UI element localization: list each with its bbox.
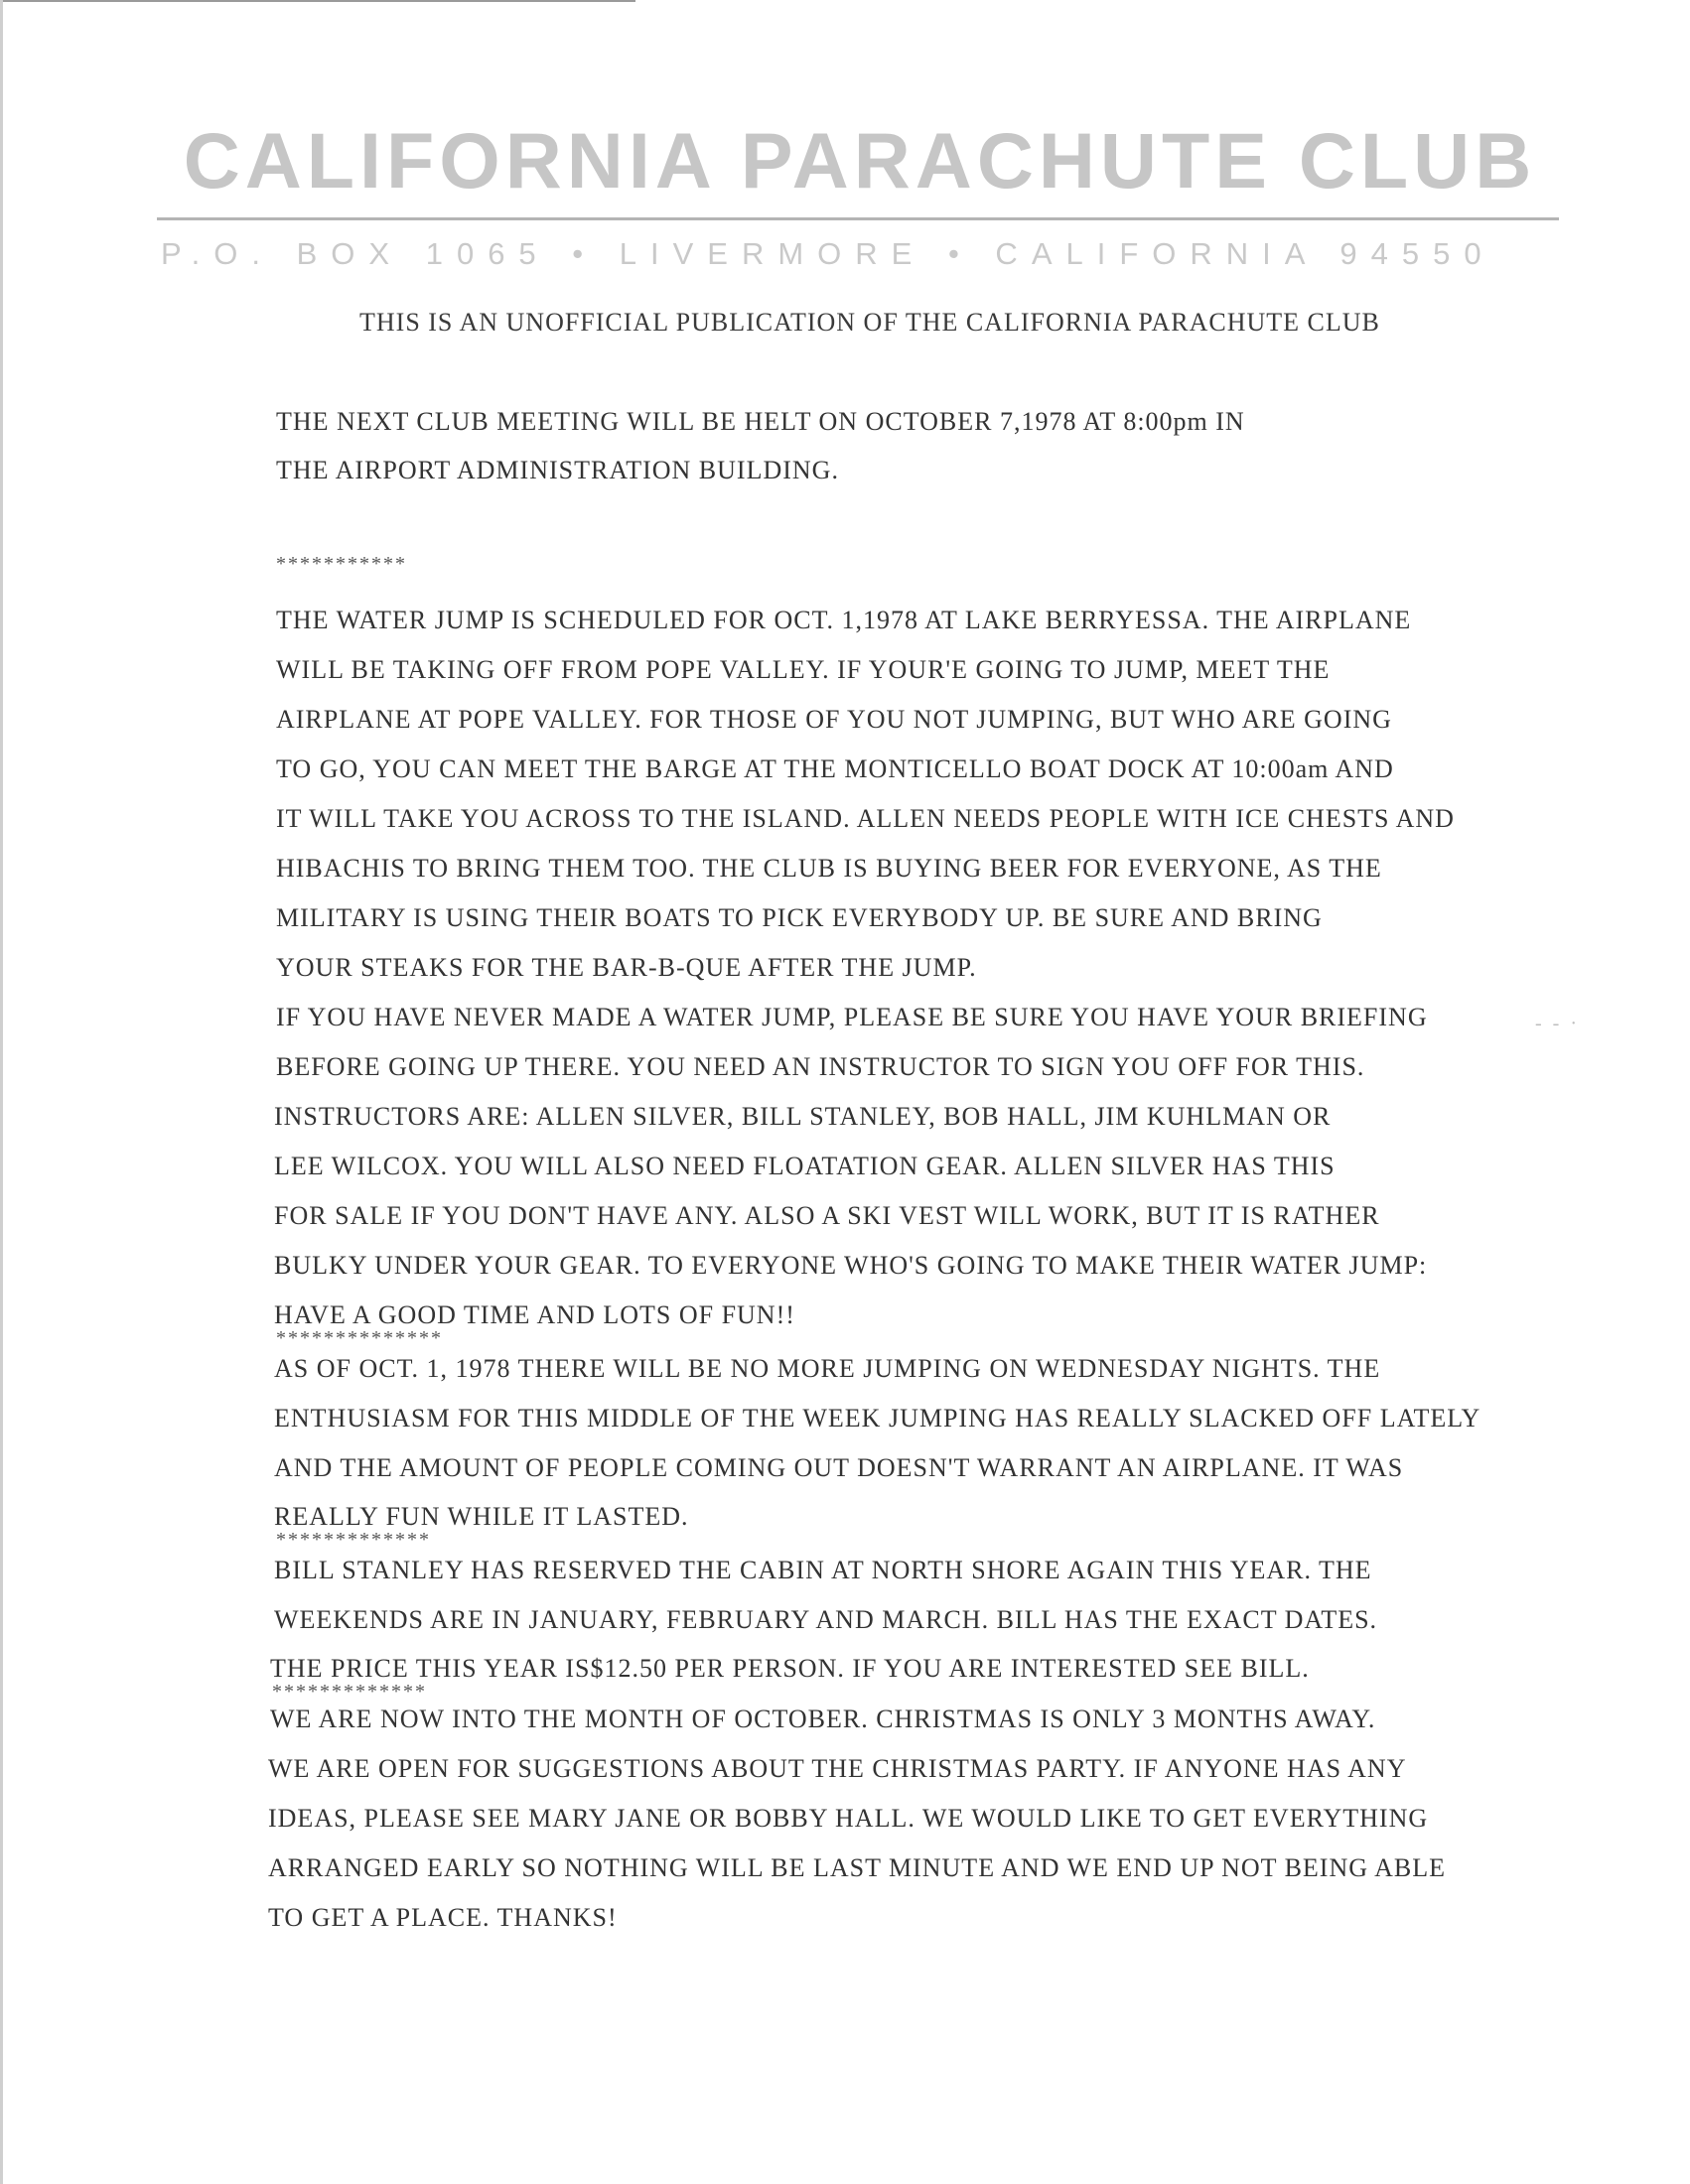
water-jump-line: IF YOU HAVE NEVER MADE A WATER JUMP, PLEASE BE SURE YOU HAVE YOUR BRIEFING (276, 1003, 1428, 1031)
water-jump-line: TO GO, YOU CAN MEET THE BARGE AT THE MONTICELLO BOAT DOCK AT 10:00am AND (276, 754, 1394, 783)
cabin-line: BILL STANLEY HAS RESERVED THE CABIN AT NORTH SHORE AGAIN THIS YEAR. THE (274, 1556, 1372, 1584)
water-jump-line: YOUR STEAKS FOR THE BAR-B-QUE AFTER THE JUMP. (276, 953, 977, 982)
water-jump-line: MILITARY IS USING THEIR BOATS TO PICK EVERYBODY UP. BE SURE AND BRING (276, 903, 1323, 932)
water-jump-line: THE WATER JUMP IS SCHEDULED FOR OCT. 1,1978 AT LAKE BERRYESSA. THE AIRPLANE (276, 606, 1412, 634)
christmas-line: IDEAS, PLEASE SEE MARY JANE OR BOBBY HALL. WE WOULD LIKE TO GET EVERYTHING (268, 1804, 1429, 1833)
water-jump-line: LEE WILCOX. YOU WILL ALSO NEED FLOATATION GEAR. ALLEN SILVER HAS THIS (274, 1152, 1336, 1180)
letterhead-divider (157, 217, 1559, 220)
water-jump-line: WILL BE TAKING OFF FROM POPE VALLEY. IF YOUR'E GOING TO JUMP, MEET THE (276, 655, 1331, 684)
water-jump-line: AIRPLANE AT POPE VALLEY. FOR THOSE OF YOU NOT JUMPING, BUT WHO ARE GOING (276, 705, 1392, 734)
wednesday-line: AND THE AMOUNT OF PEOPLE COMING OUT DOESN'T WARRANT AN AIRPLANE. IT WAS (274, 1453, 1404, 1482)
cabin-line: THE PRICE THIS YEAR IS$12.50 PER PERSON. IF YOU ARE INTERESTED SEE BILL. (270, 1654, 1310, 1683)
meeting-line: THE NEXT CLUB MEETING WILL BE HELT ON OCTOBER 7,1978 AT 8:00pm IN (276, 407, 1245, 436)
letterhead-address: P.O. BOX 1065 • LIVERMORE • CALIFORNIA 94550 (161, 236, 1495, 271)
wednesday-line: ENTHUSIASM FOR THIS MIDDLE OF THE WEEK JUMPING HAS REALLY SLACKED OFF LATELY (274, 1404, 1481, 1433)
christmas-line: WE ARE NOW INTO THE MONTH OF OCTOBER. CHRISTMAS IS ONLY 3 MONTHS AWAY. (270, 1705, 1376, 1733)
christmas-line: WE ARE OPEN FOR SUGGESTIONS ABOUT THE CHRISTMAS PARTY. IF ANYONE HAS ANY (268, 1754, 1407, 1783)
water-jump-line: BULKY UNDER YOUR GEAR. TO EVERYONE WHO'S GOING TO MAKE THEIR WATER JUMP: (274, 1251, 1428, 1280)
wednesday-line: REALLY FUN WHILE IT LASTED. (274, 1502, 689, 1531)
christmas-line: ARRANGED EARLY SO NOTHING WILL BE LAST MINUTE AND WE END UP NOT BEING ABLE (268, 1853, 1446, 1882)
page-edge (0, 0, 3, 2184)
wednesday-line: AS OF OCT. 1, 1978 THERE WILL BE NO MORE JUMPING ON WEDNESDAY NIGHTS. THE (274, 1354, 1381, 1383)
meeting-line: THE AIRPORT ADMINISTRATION BUILDING. (276, 456, 839, 484)
publication-notice: THIS IS AN UNOFFICIAL PUBLICATION OF THE CALIFORNIA PARACHUTE CLUB (359, 308, 1380, 337)
section-separator: ************* (276, 1529, 431, 1551)
section-separator: ************** (276, 1327, 443, 1349)
water-jump-line: BEFORE GOING UP THERE. YOU NEED AN INSTRUCTOR TO SIGN YOU OFF FOR THIS. (276, 1052, 1365, 1081)
cabin-line: WEEKENDS ARE IN JANUARY, FEBRUARY AND MARCH. BILL HAS THE EXACT DATES. (274, 1605, 1378, 1634)
top-rule (0, 0, 635, 2)
letterhead-title: CALIFORNIA PARACHUTE CLUB (183, 116, 1537, 205)
water-jump-line: INSTRUCTORS ARE: ALLEN SILVER, BILL STANLEY, BOB HALL, JIM KUHLMAN OR (274, 1102, 1332, 1131)
water-jump-line: HAVE A GOOD TIME AND LOTS OF FUN!! (274, 1300, 795, 1329)
water-jump-line: FOR SALE IF YOU DON'T HAVE ANY. ALSO A SKI VEST WILL WORK, BUT IT IS RATHER (274, 1201, 1380, 1230)
smudge-mark: - - · (1535, 1013, 1580, 1034)
section-separator: *********** (276, 553, 407, 575)
water-jump-line: IT WILL TAKE YOU ACROSS TO THE ISLAND. ALLEN NEEDS PEOPLE WITH ICE CHESTS AND (276, 804, 1455, 833)
christmas-line: TO GET A PLACE. THANKS! (268, 1903, 618, 1932)
water-jump-line: HIBACHIS TO BRING THEM TOO. THE CLUB IS BUYING BEER FOR EVERYONE, AS THE (276, 854, 1382, 883)
section-separator: ************* (272, 1681, 427, 1703)
